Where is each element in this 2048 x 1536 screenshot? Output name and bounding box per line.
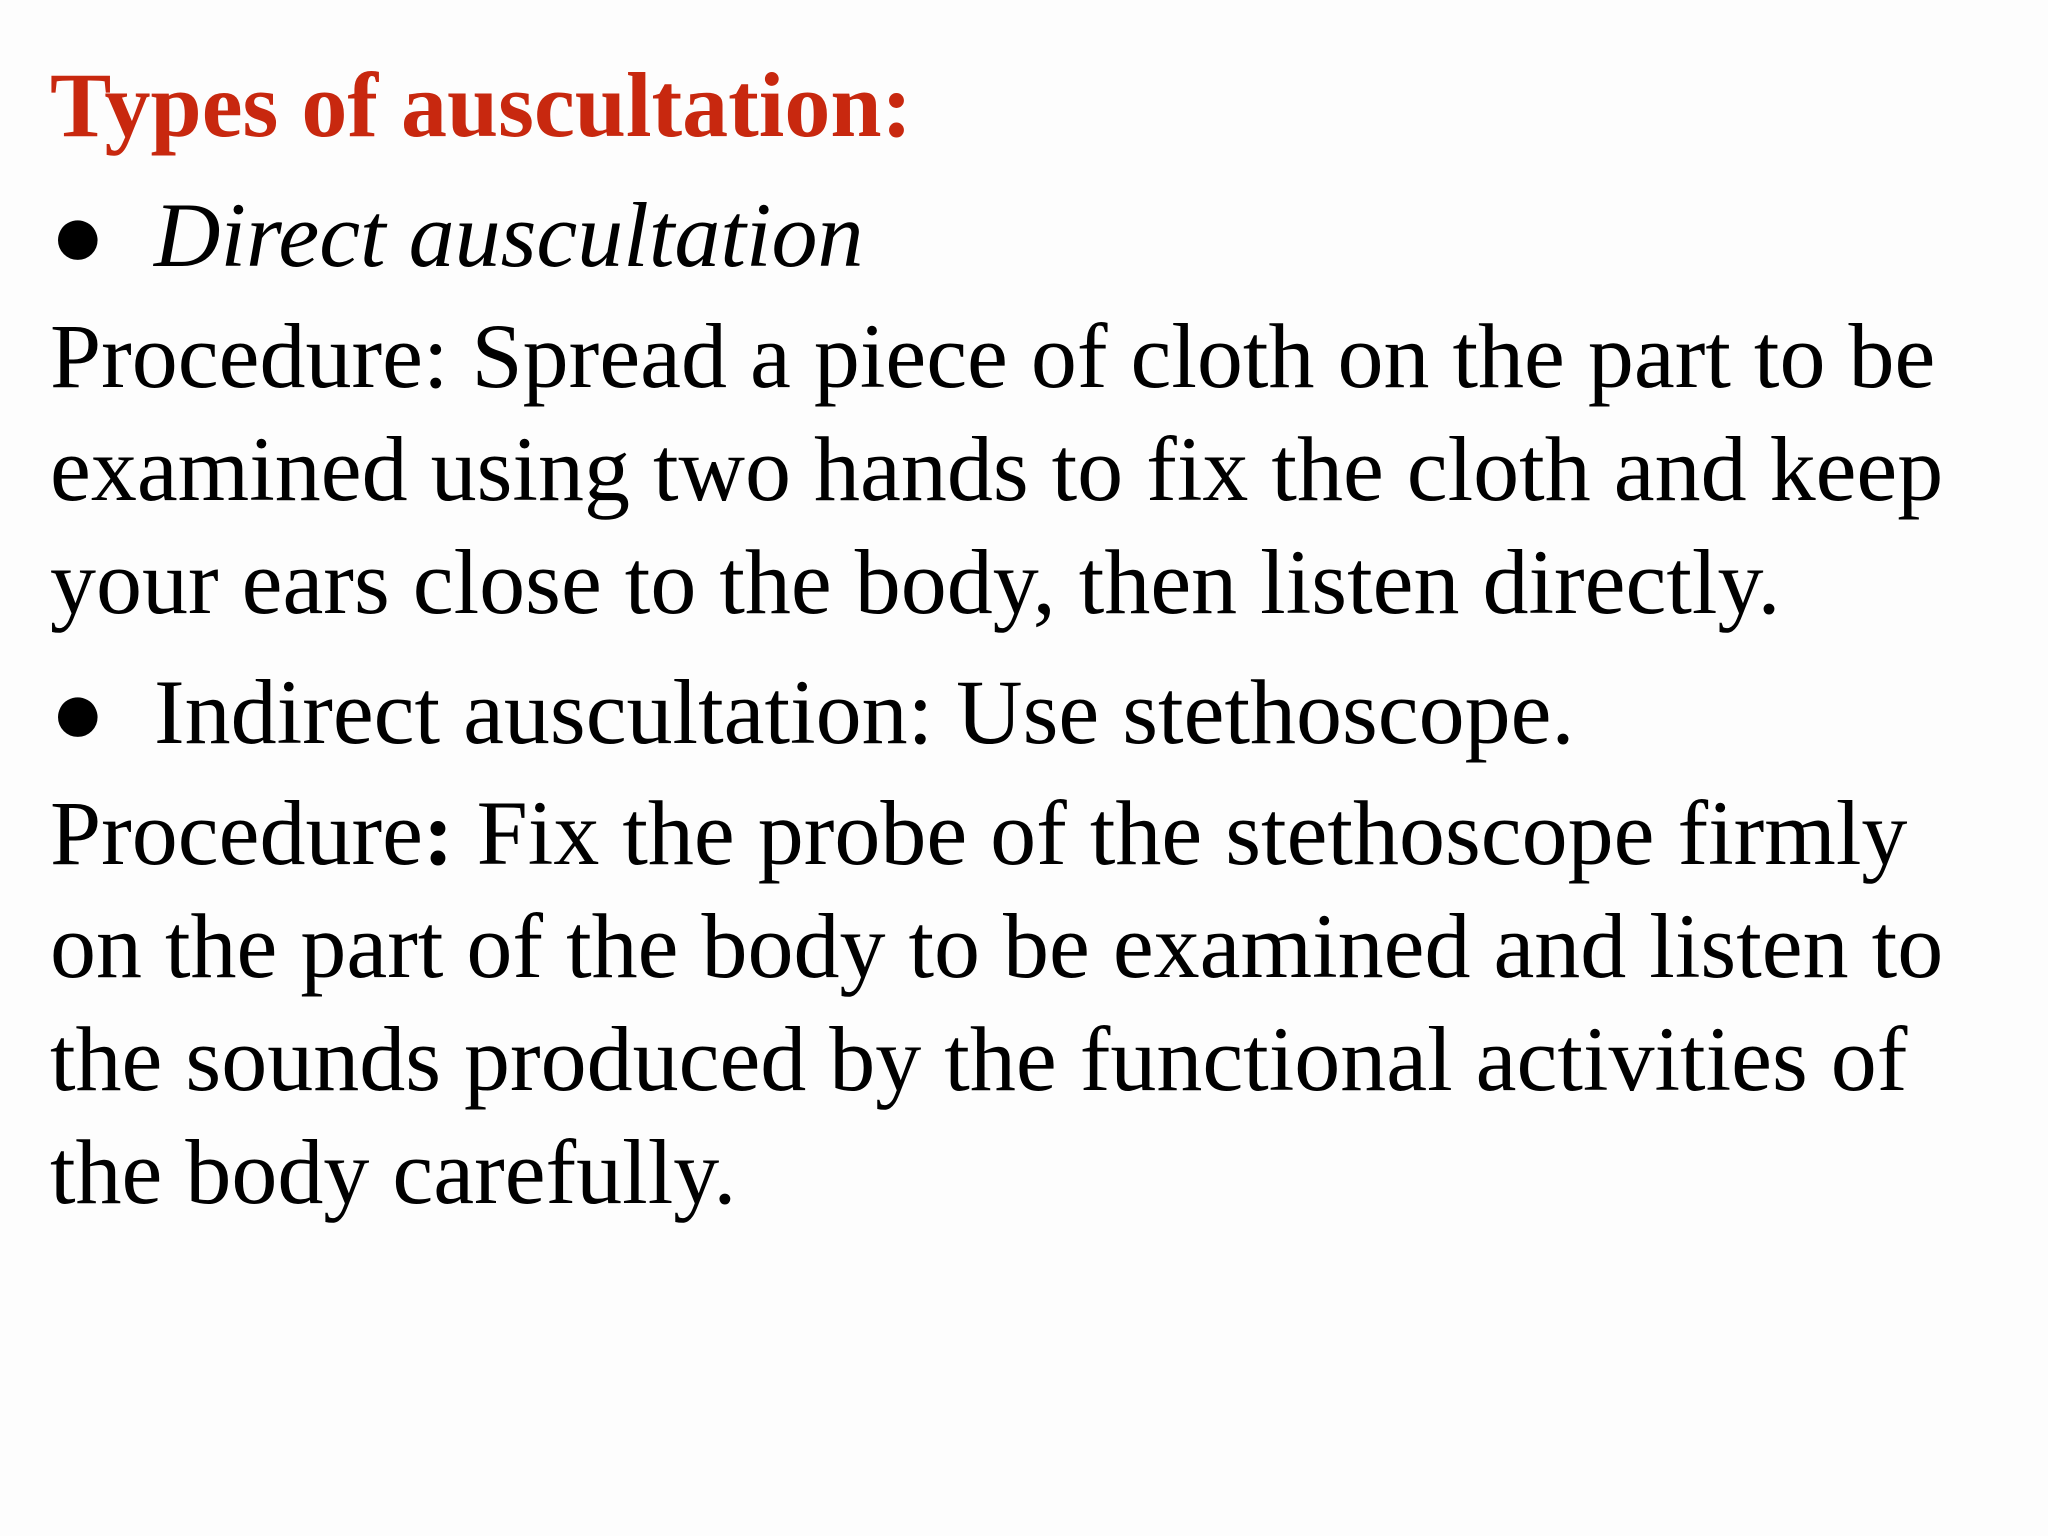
- bullet-icon: ●: [50, 184, 106, 286]
- indirect-procedure-paragraph: [50, 777, 2010, 1229]
- document-page: [50, 40, 2010, 1229]
- procedure-colon: :: [422, 305, 449, 407]
- bullet-icon: ●: [50, 661, 106, 763]
- procedure-text: Fix the probe of the stethoscope firmly on the part of the body to be examined and listen to the sounds produced by the functional activities of the body carefully.: [50, 782, 1944, 1223]
- bullet-item-indirect: [50, 647, 2010, 777]
- direct-procedure-paragraph: [50, 300, 2010, 639]
- bullet-item-direct: [50, 170, 2010, 300]
- indirect-auscultation-label: Indirect auscultation: Use stethoscope.: [154, 661, 1575, 763]
- procedure-label: Procedure: [50, 782, 423, 884]
- procedure-text: Spread a piece of cloth on the part to be examined using two hands to fix the cloth and keep your ears close to the body, then listen directly.: [50, 305, 1944, 633]
- direct-auscultation-label: Direct auscultation: [154, 184, 864, 286]
- procedure-colon: :: [422, 782, 454, 884]
- procedure-label: Procedure: [50, 305, 423, 407]
- section-title: Types of auscultation:: [50, 54, 913, 156]
